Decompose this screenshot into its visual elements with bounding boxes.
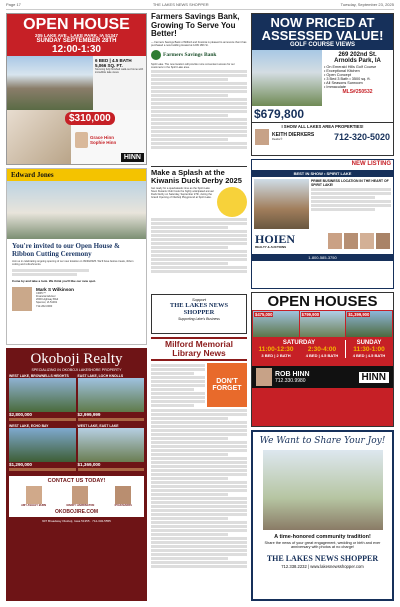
agent-card-1 — [21, 486, 46, 507]
realtor-phone: 712-320-5020 — [333, 132, 390, 142]
share-script: We Want to Share Your Joy! — [259, 436, 386, 446]
advisor-addr2: Spencer, IA 51301 — [36, 301, 58, 305]
support-shopper-box — [151, 294, 247, 334]
support-kicker: Support — [191, 297, 206, 302]
kiwanis-body: Get ready for a quackatastic time as the Spirit Lake Noon Kiwanis Club hosts the highly anticipated annual Duck Derby on Saturday, September 27th, during the Grand Opening of Okoboji Playground at Spirit Lake. — [151, 187, 214, 200]
golf-line-2: ASSESSED VALUE! — [261, 28, 384, 43]
listing-2-head: EAST LAKE, LOCH KNOLLS — [77, 374, 124, 378]
golf-mls: MLS#250532 — [342, 89, 373, 95]
dont-forget-graphic — [207, 363, 247, 407]
listing-1-head: WEST LAKE, BROWNELLS HEIGHTS — [9, 374, 69, 378]
listing-3-head: WEST LAKE, ECHO BAY — [9, 424, 49, 428]
okoboji-realty-ad — [6, 348, 147, 601]
oh-sun-time: 11:30-1:00 — [353, 346, 385, 353]
farmers-body-1: — Farmers Savings Bank of Milford and Fostoria is pleased to announce that it has purchased a new building located at 1209 18th St. — [151, 40, 247, 47]
golf-feature-2: • Open Concept — [324, 73, 351, 77]
open-house-time: 12:00-1:30 — [52, 44, 101, 55]
agent-name-1: Grace Hinn — [90, 135, 115, 140]
hoien-agent-4 — [376, 233, 390, 249]
oh-sat-time-1: 11:00-12:30 — [258, 346, 294, 353]
oh-photo-1 — [253, 311, 299, 337]
open-house-desc: Stunning fully finished walk-out home with incredible lake views — [95, 68, 144, 75]
contact-head: CONTACT US TODAY! — [47, 478, 106, 484]
oh-bb-2: 4 BED | 4.5 BATH — [305, 353, 339, 358]
agent-photo — [75, 132, 88, 148]
realtor-photo — [255, 129, 269, 145]
support-logo: THE LAKES NEWS SHOPPER — [169, 302, 229, 316]
hoien-sub: REALTY & AUCTIONS — [255, 245, 287, 249]
listing-4-head: WEST LAKE, EAST LAKE — [77, 424, 119, 428]
listing-3-price: $1,290,000 — [9, 462, 32, 467]
farmers-article — [151, 13, 247, 163]
listing-3-photo — [9, 428, 76, 462]
open-houses-title: OPEN HOUSES — [252, 293, 393, 310]
hoien-agent-2 — [344, 233, 358, 249]
library-title: Milford Memorial Library News — [151, 337, 247, 361]
share-headline: A time-honored community tradition! — [274, 534, 371, 540]
edward-jones-logo: Edward Jones — [11, 171, 54, 179]
advisor-photo — [12, 287, 32, 311]
house-photo — [7, 56, 93, 110]
kiwanis-headline: Make a Splash at the Kiwanis Duck Derby 2025 — [151, 168, 242, 185]
open-house-beds-baths: 6 BED | 4.5 BATH — [95, 58, 132, 63]
listing-4-price: $1,369,000 — [77, 462, 101, 467]
listing-2 — [78, 374, 145, 422]
page-number: Page 17 — [6, 2, 21, 7]
open-house-address: 205 LAKE AVE., LAKE PARK, IA 51347 — [35, 33, 118, 38]
ej-line: Come by and take a look. We think you'll like our new spot. — [12, 279, 97, 284]
dont-forget-text: DON'T FORGET — [212, 378, 242, 392]
kiwanis-article — [151, 166, 247, 291]
edward-jones-ad — [6, 168, 147, 345]
agent-card-1-name: AMY ASHLEY BURN — [21, 504, 47, 507]
golf-city: Arnolds Park, IA — [334, 58, 381, 64]
golf-line-3: GOLF COURSE VIEWS — [289, 42, 355, 48]
issue-date: Tuesday, September 23, 2025 — [340, 2, 394, 7]
golf-house-photo — [252, 50, 322, 106]
golf-course-ad — [251, 13, 394, 156]
okoboji-footer: 907 Broadway Okoboji, Iowa 51355 · 712-332-5555 — [42, 519, 111, 523]
listing-1-price: $2,800,000 — [9, 412, 32, 417]
okoboji-title: Okoboji Realty — [30, 351, 123, 367]
farmers-headline: Farmers Savings Bank, Growing To Serve You Better! — [151, 13, 240, 39]
hoien-logo: HOIEN — [255, 232, 296, 246]
farmers-body-2: Spirit Lake. The new location will provide more convenient access for our customers in the Spirit Lake area. — [151, 62, 235, 70]
ej-subtext: Join us in celebrating ongoing opening of our new location on 09/30/2025. We'll have festive treats, ribbon cutting and refreshments. — [12, 260, 134, 267]
okoboji-tagline: SPECIALIZING IN OKOBOJI LAKESHORE PROPERTY — [31, 368, 122, 372]
share-your-joy-ad — [251, 430, 394, 601]
golf-show-line: I SHOW ALL LAKES AREA PROPERTIES! — [281, 124, 364, 129]
listing-4-photo — [78, 428, 145, 462]
listing-1 — [9, 374, 76, 422]
hoien-agent-3 — [360, 233, 374, 249]
advisor-phone: 712-262-0000 — [36, 304, 53, 308]
open-house-sqft: 5,066 SQ. FT. — [95, 63, 123, 68]
support-tagline: Supporting Lake's Business — [178, 317, 220, 321]
golf-address: 269 202nd St. — [338, 52, 377, 58]
oh-price-3: $1,399,900 — [348, 312, 370, 317]
share-contact: 712.338.2232 | www.lakesnewsshopper.com — [281, 564, 364, 569]
price-badge: $310,000 — [65, 112, 115, 125]
oh-phone: 712.330.9980 — [275, 377, 306, 384]
golf-price: $679,800 — [254, 107, 305, 121]
rob-hinn-photo — [256, 368, 272, 386]
masthead-label: THE LAKES NEWS SHOPPER — [152, 2, 209, 7]
golf-line-1: NOW PRICED AT — [270, 15, 375, 30]
hoien-agent-1 — [328, 233, 342, 249]
hoien-phone: 1-800-585-3750 — [252, 254, 393, 261]
open-house-date: SUNDAY SEPTEMBER 28TH — [36, 38, 117, 44]
advisor-cert: CRPC™ — [36, 292, 46, 296]
oh-photo-3 — [346, 311, 392, 337]
farmers-logo-text: Farmers Savings Bank — [163, 51, 217, 58]
open-house-ad-left — [6, 13, 147, 165]
realtor-name: KEITH DIERKERS — [272, 132, 315, 139]
agent-card-3 — [115, 486, 132, 507]
oh-saturday: SATURDAY — [282, 340, 316, 346]
hoien-head: BEST IN SHOW • SPIRIT LAKE — [252, 170, 393, 177]
hinn-logo: HINN — [121, 153, 144, 162]
farmers-bank-logo — [151, 50, 247, 60]
share-logo: THE LAKES NEWS SHOPPER — [266, 554, 379, 563]
listing-1-photo — [9, 378, 76, 412]
oh-sunday: SUNDAY — [356, 340, 382, 346]
library-article — [151, 337, 247, 601]
share-body: Share the news of your great engagement, wedding or birth and ever anniversary with photos at no charge! — [264, 541, 381, 549]
office-photo — [7, 181, 146, 239]
family-photo — [263, 450, 383, 530]
hoien-body: PRIME BUSINESS LOCATION IN THE HEART OF SPIRIT LAKE! — [311, 179, 389, 187]
golf-feature-3: • 3 Bed 3 Bath • 3500 sq. ft. — [324, 77, 371, 81]
oh-bb-3: 4 BED | 4.5 BATH — [352, 353, 386, 358]
advisor-role: Financial Advisor — [36, 295, 56, 299]
listing-3 — [9, 424, 76, 472]
golf-feature-4: • All Seasons Sunroom — [324, 81, 363, 85]
oh-price-2: $799,900 — [301, 312, 320, 317]
oh-photo-2 — [300, 311, 346, 337]
agent-card-2 — [67, 486, 95, 507]
hoien-building-photo — [254, 179, 309, 229]
okoboji-site: OKOBOJIRE.COM — [54, 509, 99, 515]
listing-4 — [78, 424, 145, 472]
realtor-title: Realtor® — [272, 138, 283, 142]
open-house-title: OPEN HOUSE — [23, 16, 130, 33]
golf-feature-0: • On Emerald Hills Golf Course — [324, 65, 377, 69]
open-houses-ad-right — [251, 292, 394, 427]
agent-card-3-name: RYAN MARRS — [114, 504, 132, 507]
page-header — [6, 0, 394, 10]
duck-illustration — [217, 187, 247, 217]
interior-photo — [7, 110, 71, 164]
oh-agent: ROB HINN — [275, 370, 310, 378]
golf-feature-5: • Immaculate — [324, 85, 347, 89]
oh-sat-time-2: 2:30-4:00 — [307, 346, 337, 353]
listing-2-photo — [78, 378, 145, 412]
golf-feature-1: • Exceptional Kitchen — [324, 69, 360, 73]
agent-name-2: Sophie Hinn — [90, 140, 117, 145]
listing-2-price: $2,999,999 — [77, 412, 101, 417]
hinn-logo-2: HINN — [359, 372, 389, 383]
advisor-addr1: 2000 Highway Blvd — [36, 298, 59, 302]
oh-bb-1: 3 BED | 2 BATH — [261, 353, 291, 358]
new-listing-badge: NEW LISTING — [351, 161, 391, 167]
hoien-ad — [251, 159, 394, 289]
ej-headline: You're invited to our Open House & Ribbon Cutting Ceremony — [12, 242, 120, 258]
advisor-name: Mark S Wilkinson — [36, 287, 74, 293]
bank-logo-icon — [151, 50, 161, 60]
oh-price-1: $475,000 — [255, 312, 273, 317]
agent-card-2-name: MADDY HARRINGTON — [66, 504, 95, 507]
